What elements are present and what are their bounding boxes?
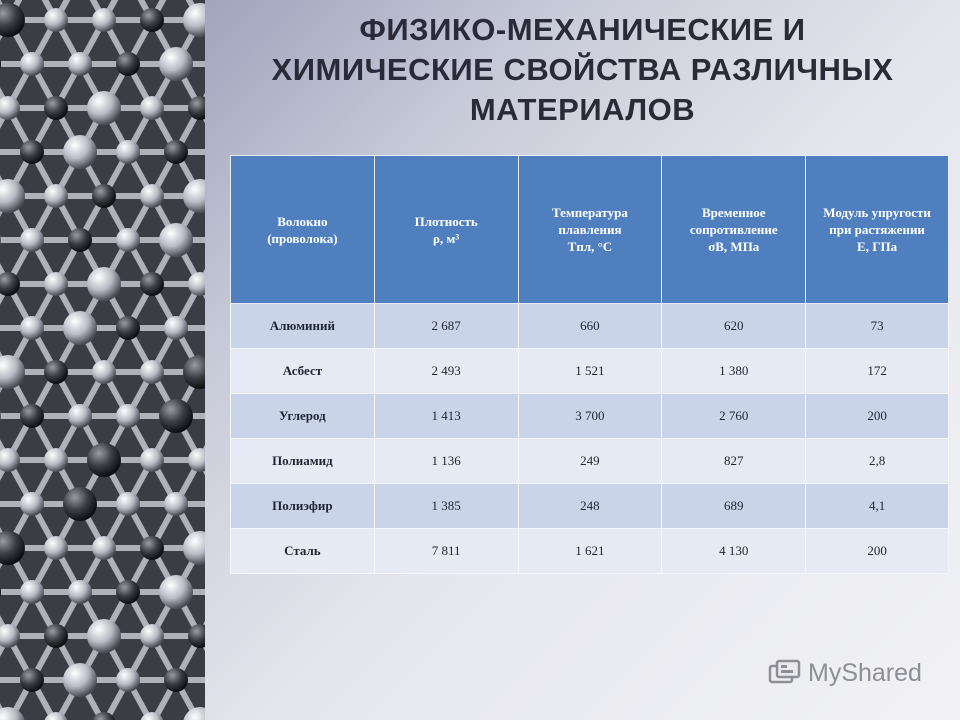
molecule-atom <box>0 531 25 565</box>
molecule-atom <box>188 448 205 472</box>
myshared-logo[interactable] <box>768 655 922 691</box>
molecule-atom <box>159 223 193 257</box>
modulus-cell: 172 <box>806 349 949 394</box>
title-line-1: ФИЗИКО-МЕХАНИЧЕСКИЕ И <box>359 12 806 47</box>
melting-cell: 660 <box>518 304 662 349</box>
molecule-atom <box>188 272 205 296</box>
molecule-atom <box>164 140 188 164</box>
molecule-atom <box>0 575 1 609</box>
molecule-atom <box>159 399 193 433</box>
header-text: Температура <box>551 205 628 220</box>
melting-cell: 248 <box>518 484 662 529</box>
header-text: Временное <box>701 205 766 220</box>
header-text: при растяжении <box>829 222 925 237</box>
header-text: σB, МПа <box>708 239 760 254</box>
molecule-atom <box>116 140 140 164</box>
molecule-atom <box>20 404 44 428</box>
molecule-atom <box>116 668 140 692</box>
molecule-atom <box>0 448 20 472</box>
material-name: Полиэфир <box>231 484 375 529</box>
table-header-row <box>231 156 949 304</box>
molecule-atom <box>140 8 164 32</box>
molecule-atom <box>0 399 1 433</box>
title-line-2: ХИМИЧЕСКИЕ СВОЙСТВА РАЗЛИЧНЫХ <box>271 52 894 87</box>
molecule-atom <box>0 355 25 389</box>
molecule-atom <box>183 355 205 389</box>
molecule-atom <box>0 3 25 37</box>
molecule-atom <box>87 91 121 125</box>
molecule-atom <box>183 531 205 565</box>
molecule-atom <box>20 228 44 252</box>
melting-cell: 1 621 <box>518 529 662 574</box>
molecule-atom <box>63 663 97 697</box>
table-row <box>231 394 949 439</box>
modulus-cell: 73 <box>806 304 949 349</box>
molecule-atom <box>164 316 188 340</box>
table-row <box>231 439 949 484</box>
molecule-atom <box>159 47 193 81</box>
molecule-atom <box>44 184 68 208</box>
molecule-atom <box>183 3 205 37</box>
density-cell: 2 687 <box>374 304 518 349</box>
strength-cell: 1 380 <box>662 349 806 394</box>
molecule-atom <box>92 536 116 560</box>
density-cell: 2 493 <box>374 349 518 394</box>
molecule-atom <box>188 96 205 120</box>
table-row <box>231 349 949 394</box>
molecule-atom <box>140 624 164 648</box>
molecule-atom <box>140 96 164 120</box>
melting-cell: 1 521 <box>518 349 662 394</box>
molecule-atom <box>63 135 97 169</box>
header-density <box>374 156 518 304</box>
molecule-atom <box>183 707 205 720</box>
molecule-atom <box>0 624 20 648</box>
molecule-atom <box>20 668 44 692</box>
material-name: Углерод <box>231 394 375 439</box>
header-text: ρ, м³ <box>433 230 460 246</box>
molecule-atom <box>87 267 121 301</box>
density-cell: 1 136 <box>374 439 518 484</box>
molecule-atom <box>68 580 92 604</box>
molecule-atom <box>87 619 121 653</box>
molecule-atom <box>92 360 116 384</box>
molecule-atom <box>140 184 164 208</box>
molecule-atom <box>116 316 140 340</box>
molecule-atom <box>164 492 188 516</box>
title-line-3: МАТЕРИАЛОВ <box>469 92 696 127</box>
header-text: сопротивление <box>689 222 778 237</box>
molecule-atom <box>68 228 92 252</box>
molecule-atom <box>116 580 140 604</box>
modulus-cell: 2,8 <box>806 439 949 484</box>
header-text: плавления <box>558 222 622 237</box>
header-text: Волокно <box>277 213 328 229</box>
molecule-atom <box>0 96 20 120</box>
header-tensile-strength <box>662 156 806 304</box>
molecule-atom <box>116 52 140 76</box>
molecule-atom <box>44 8 68 32</box>
strength-cell: 4 130 <box>662 529 806 574</box>
molecule-background-image <box>0 0 205 720</box>
molecule-atom <box>63 311 97 345</box>
header-elastic-modulus <box>806 156 949 304</box>
molecule-atom <box>44 448 68 472</box>
myshared-logo-icon <box>768 658 802 688</box>
modulus-cell: 4,1 <box>806 484 949 529</box>
molecule-lattice-graphic <box>0 0 205 720</box>
modulus-cell: 200 <box>806 529 949 574</box>
molecule-atom <box>44 536 68 560</box>
table-row <box>231 484 949 529</box>
header-melting-temp <box>518 156 662 304</box>
melting-cell: 249 <box>518 439 662 484</box>
material-name: Полиамид <box>231 439 375 484</box>
molecule-atom <box>188 624 205 648</box>
density-cell: 1 385 <box>374 484 518 529</box>
material-name: Асбест <box>231 349 375 394</box>
molecule-atom <box>63 487 97 521</box>
molecule-atom <box>0 707 25 720</box>
molecule-atom <box>44 272 68 296</box>
molecule-atom <box>20 316 44 340</box>
material-name: Сталь <box>231 529 375 574</box>
header-fiber <box>231 156 375 304</box>
molecule-atom <box>44 624 68 648</box>
melting-cell: 3 700 <box>518 394 662 439</box>
modulus-cell: 200 <box>806 394 949 439</box>
molecule-atom <box>68 52 92 76</box>
logo-text: MyShared <box>808 658 922 687</box>
header-text: Плотность <box>414 213 478 229</box>
molecule-atom <box>0 272 20 296</box>
molecule-atom <box>116 404 140 428</box>
density-cell: 7 811 <box>374 529 518 574</box>
molecule-atom <box>140 448 164 472</box>
density-cell: 1 413 <box>374 394 518 439</box>
molecule-atom <box>92 184 116 208</box>
molecule-atom <box>116 228 140 252</box>
molecule-atom <box>44 360 68 384</box>
molecule-atom <box>164 668 188 692</box>
table-row <box>231 304 949 349</box>
header-text: E, ГПа <box>857 239 898 254</box>
molecule-atom <box>20 52 44 76</box>
molecule-atom <box>116 492 140 516</box>
molecule-atom <box>140 272 164 296</box>
header-text: Tпл, °C <box>567 239 613 254</box>
strength-cell: 827 <box>662 439 806 484</box>
molecule-atom <box>92 8 116 32</box>
molecule-atom <box>20 492 44 516</box>
strength-cell: 2 760 <box>662 394 806 439</box>
molecule-atom <box>183 179 205 213</box>
molecule-atom <box>20 140 44 164</box>
header-text: (проволока) <box>267 230 338 246</box>
molecule-atom <box>68 404 92 428</box>
molecule-atom <box>140 536 164 560</box>
molecule-atom <box>140 360 164 384</box>
header-text: Модуль упругости <box>823 205 931 220</box>
molecule-atom <box>0 223 1 257</box>
molecule-atom <box>44 96 68 120</box>
molecule-atom <box>0 179 25 213</box>
page-title <box>215 10 950 130</box>
strength-cell: 689 <box>662 484 806 529</box>
properties-table <box>230 155 949 574</box>
strength-cell: 620 <box>662 304 806 349</box>
molecule-atom <box>159 575 193 609</box>
molecule-atom <box>0 47 1 81</box>
molecule-atom <box>87 443 121 477</box>
molecule-atom <box>20 580 44 604</box>
table-row <box>231 529 949 574</box>
material-name: Алюминий <box>231 304 375 349</box>
